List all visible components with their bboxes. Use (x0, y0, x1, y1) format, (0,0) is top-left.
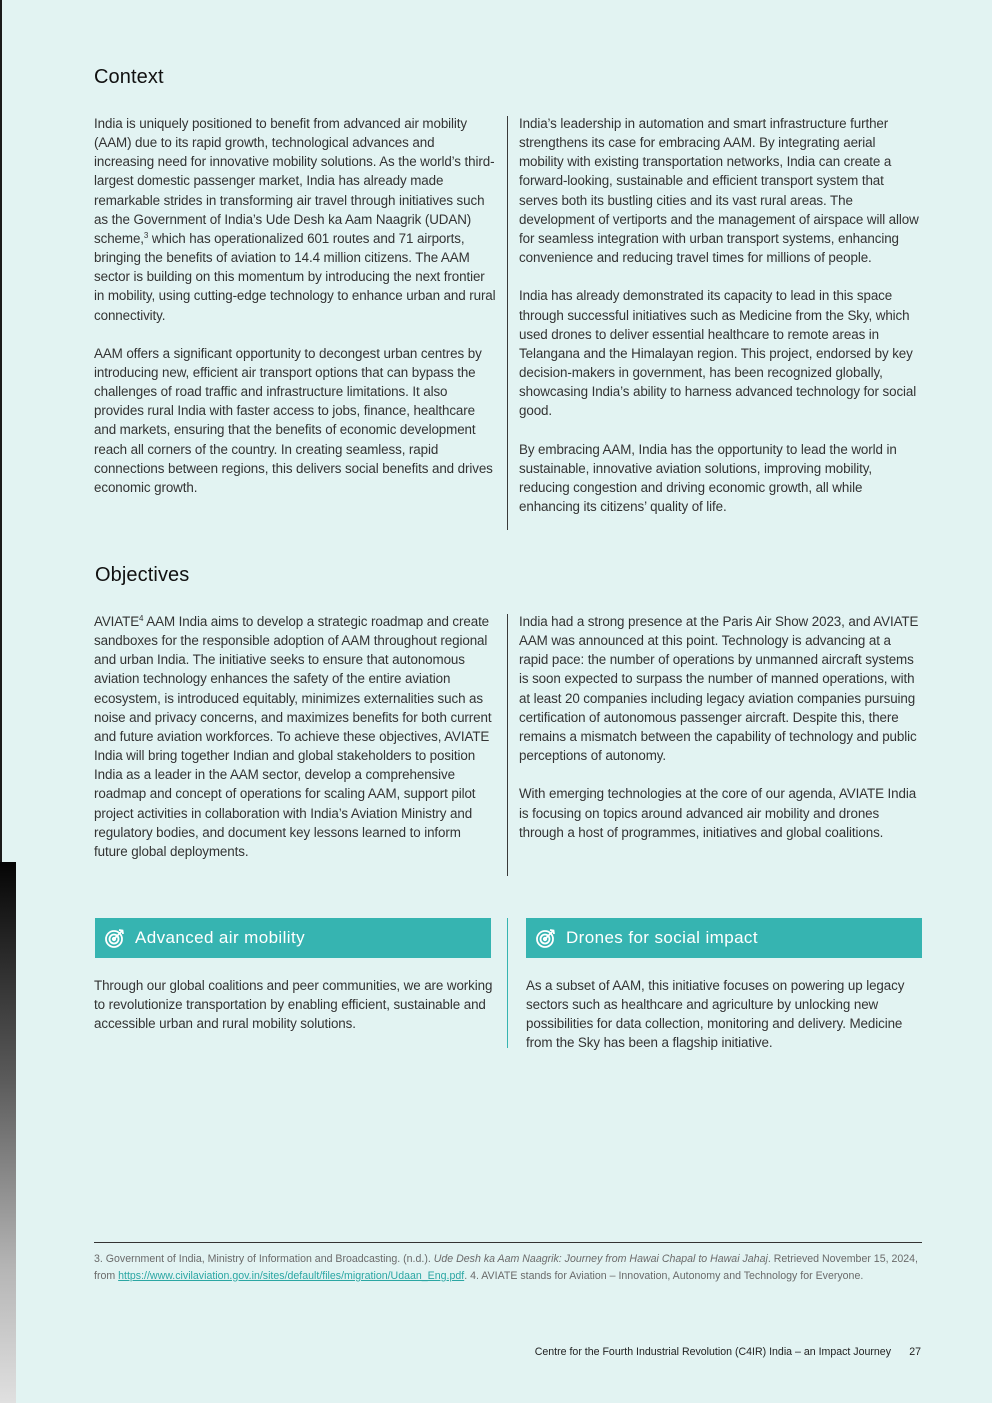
context-paragraph: India is uniquely positioned to benefit from advanced air mobility (AAM) due to its rapid growth, technological advances and increasing need for innovative mobility solutions. As the world’s third-largest domestic passenger market, India has already made remarkable strides in transforming air travel through initiatives such as the Government of India’s Ude Desh ka Aam Naagrik (UDAN) scheme,$^3$ which has operationalized 601 routes and 71 airports, bringing the benefits of aviation to 14.4 million citizens. The AAM sector is building on this momentum by introducing the next frontier in mobility, using cutting-edge technology to enhance urban and rural connectivity. (94, 116, 496, 323)
footnote-link[interactable]: https://www.civilaviation.gov.in/sites/default/files/migration/Udaan_Eng.pdf (118, 1269, 465, 1282)
page-edge-line (0, 0, 2, 862)
focus-area-header-drones-for-social-impact (526, 918, 922, 958)
focus-area-body: Through our global coalitions and peer communities, we are working to revolutionize transportation by enabling efficient, sustainable and accessible urban and rural mobility solutions. (94, 978, 493, 1032)
focus-area-divider (507, 918, 508, 1048)
context-left-column (94, 114, 498, 497)
objectives-paragraph: India had a strong presence at the Paris Air Show 2023, and AVIATE AAM was announced at this point. Technology is advancing at a rapid pace: the number of operations by unmanned aircraft systems is soon expected to surpass the number of manned operations, with at least 20 companies including legacy aviation companies pursuing certification of autonomous passenger aircraft. Despite this, there remains a mismatch between the capability of technology and public perceptions of autonomy. (519, 614, 919, 764)
context-paragraph: By embracing AAM, India has the opportunity to lead the world in sustainable, innovative aviation solutions, improving mobility, reducing congestion and driving economic growth, all while enhancing its citizens’ quality of life. (519, 441, 897, 515)
context-right-column (519, 114, 923, 516)
column-divider (507, 614, 508, 876)
context-paragraph: India has already demonstrated its capacity to lead in this space through successful initiatives such as Medicine from the Sky, which used drones to deliver essential healthcare to remote areas in Telangana and the Himalayan region. This project, endorsed by key decision-makers in government, has been recognized globally, showcasing India’s ability to harness advanced technology for social good. (519, 288, 917, 419)
objectives-left-column (94, 612, 498, 861)
context-paragraph: AAM offers a significant opportunity to decongest urban centres by introducing new, efficient air transport options that can bypass the challenges of road traffic and infrastructure limitations. It also provides rural India with faster access to jobs, finance, healthcare and markets, ensuring that the benefits of economic development reach all corners of the country. In creating seamless, rapid connections between regions, this delivers social benefits and drives economic growth. (94, 345, 493, 495)
objectives-paragraph: AVIATE$^4$ AAM India aims to develop a strategic roadmap and create sandboxes for the responsible adoption of AAM throughout regional and urban India. The initiative seeks to ensure that autonomous aviation technology enhances the safety of the entire aviation ecosystem, is introduced equitably, minimizes externalities such as noise and privacy concerns, and maximizes benefits for both current and future aviation workforces. To achieve these objectives, AVIATE India will bring together Indian and global stakeholders to position India as a leader in the AAM sector, develop a comprehensive roadmap and concept of operations for scaling AAM, support pilot project activities in collaboration with India’s Aviation Ministry and regulatory bodies, and document key lessons learned to inform future global deployments. (94, 614, 492, 859)
page-edge-gradient (0, 862, 16, 1403)
page-number: 27 (909, 1346, 921, 1358)
column-divider (507, 116, 508, 530)
footnotes: 3. Government of India, Ministry of Information and Broadcasting. (n.d.). Ude Desh ka Aam Naagrik: Journey from Hawai Chapal to Hawai Jahaj. Retrieved November 15, 2024, from https://www.civilaviation.gov.in/sites/default/files/migration/Udaan_Eng.pdf. 4. AVIATE stands for Aviation – Innovation, Autonomy and Technology for Everyone. (94, 1253, 918, 1282)
footer-title: Centre for the Fourth Industrial Revolution (C4IR) India – an Impact Journey (534, 1346, 891, 1358)
target-icon (104, 927, 126, 949)
focus-area-title: Advanced air mobility (135, 928, 305, 947)
context-paragraph: India’s leadership in automation and smart infrastructure further strengthens its case for embracing AAM. By integrating aerial mobility with existing transportation networks, India can create a forward-looking, sustainable and efficient transport system that serves both its bustling cities and its vast rural areas. The development of vertiports and the management of airspace will allow for seamless integration with urban transport systems, enhancing convenience and reducing travel times for millions of people. (519, 116, 919, 266)
target-icon (535, 927, 557, 949)
objectives-heading: Objectives (95, 564, 190, 586)
objectives-right-column (519, 612, 923, 842)
focus-area-title: Drones for social impact (566, 928, 758, 947)
context-heading: Context (94, 66, 164, 88)
focus-area-body: As a subset of AAM, this initiative focuses on powering up legacy sectors such as healthcare and agriculture by unlocking new possibilities for data collection, monitoring and delivery. Medicine from the Sky has been a flagship initiative. (526, 978, 905, 1051)
footnote-rule (94, 1242, 922, 1243)
objectives-paragraph: With emerging technologies at the core of our agenda, AVIATE India is focusing on topics around advanced air mobility and drones through a host of programmes, initiatives and global coalitions. (519, 786, 917, 840)
focus-area-header-advanced-air-mobility (95, 918, 491, 958)
